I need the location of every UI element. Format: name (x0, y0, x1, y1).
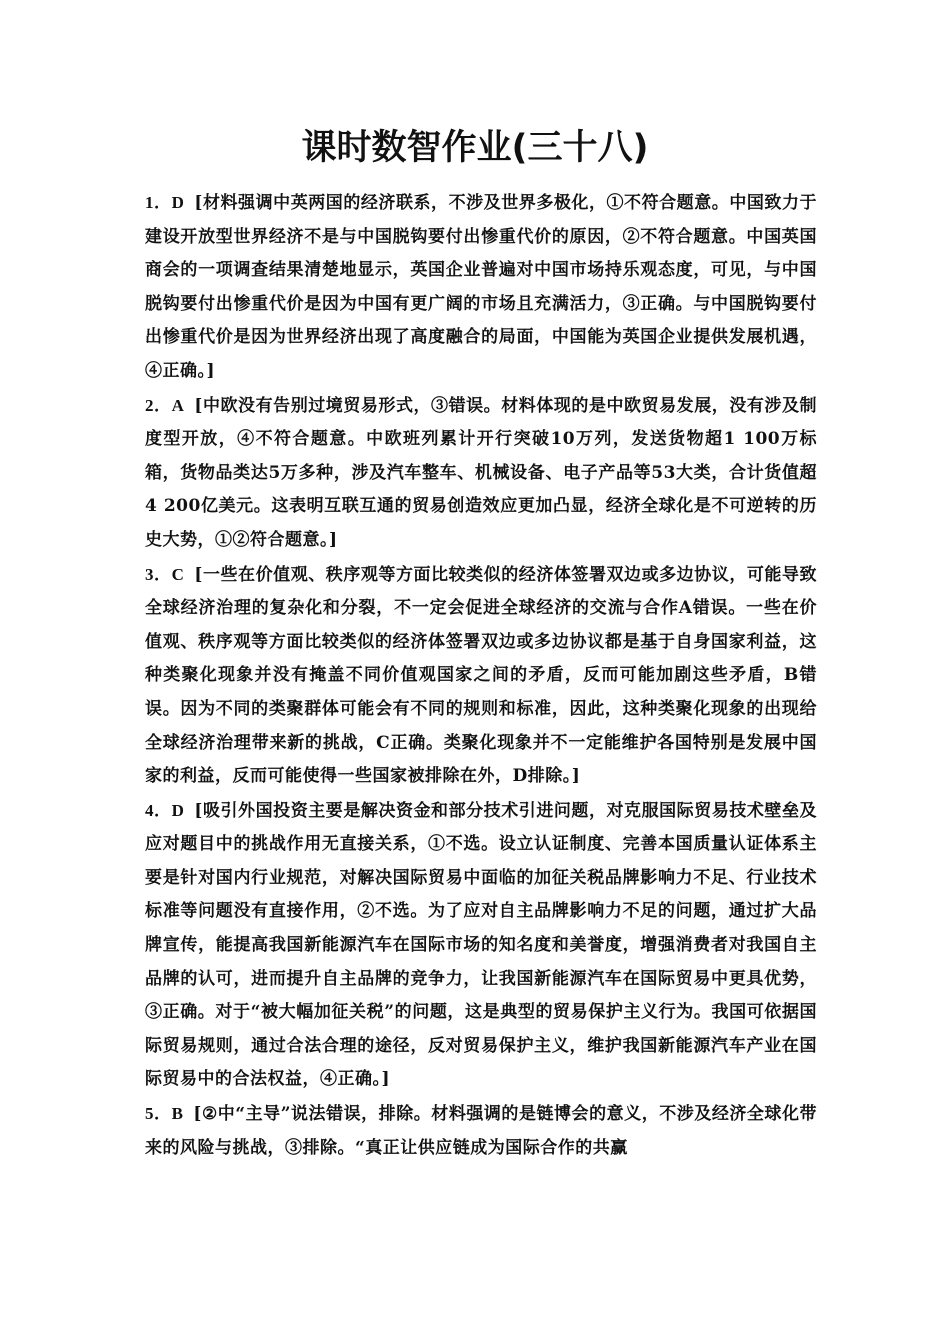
answer-explanation: [一些在价值观、秩序观等方面比较类似的经济体签署双边或多边协议，可能导致全球经济治理的复杂化和分裂，不一定会促进全球经济的交流与合作A错误。一些在价值观、秩序观等方面比较类似的经济体签署双边或多边协议都是基于自身国家利益，这种类聚化现象并没有掩盖不同价值观国家之间的矛盾，反而可能加剧这些矛盾，B错误。因为不同的类聚群体可能会有不同的规则和标准，因此，这种类聚化现象的出现给全球经济治理带来新的挑战，C正确。类聚化现象并不一定能维护各国特别是发展中国家的利益，反而可能使得一些国家被排除在外，D排除。] (145, 564, 817, 787)
answer-choice: D (171, 800, 185, 820)
answer-choice: B (171, 1104, 184, 1124)
answer-choice: C (171, 564, 185, 584)
answer-item-1 (145, 186, 817, 389)
page-title: 课时数智作业(三十八) (301, 128, 649, 168)
answer-explanation: [中欧没有告别过境贸易形式，③错误。材料体现的是中欧贸易发展，没有涉及制度型开放，④不符合题意。中欧班列累计开行突破10万列，发送货物超1 100万标箱，货物品类达5万多种，涉及汽车整车、机械设备、电子产品等53大类，合计货值超4 200亿美元。这表明互联互通的贸易创造效应更加凸显，经济全球化是不可逆转的历史大势，①②符合题意。] (145, 395, 817, 550)
answer-item-4 (145, 794, 817, 1097)
answer-number: 4． (145, 800, 172, 820)
answer-number: 1． (145, 193, 172, 212)
answer-explanation: [吸引外国投资主要是解决资金和部分技术引进问题，对克服国际贸易技术壁垒及应对题目中的挑战作用无直接关系，①不选。设立认证制度、完善本国质量认证体系主要是针对国内行业规范，对解决国际贸易中面临的加征关税品牌影响力不足、行业技术标准等问题没有直接作用，②不选。为了应对自主品牌影响力不足的问题，通过扩大品牌宣传，能提高我国新能源汽车在国际市场的知名度和美誉度，增强消费者对我国自主品牌的认可，进而提升自主品牌的竞争力，让我国新能源汽车在国际贸易中更具优势，③正确。对于“被大幅加征关税”的问题，这是典型的贸易保护主义行为。我国可依据国际贸易规则，通过合法合理的途径，反对贸易保护主义，维护我国新能源汽车产业在国际贸易中的合法权益，④正确。] (145, 800, 817, 1090)
answer-explanation: [材料强调中英两国的经济联系，不涉及世界多极化，①不符合题意。中国致力于建设开放型世界经济不是与中国脱钩要付出惨重代价的原因，②不符合题意。中国英国商会的一项调查结果清楚地显示，英国企业普遍对中国市场持乐观态度，可见，与中国脱钩要付出惨重代价是因为中国有更广阔的市场且充满活力，③正确。与中国脱钩要付出惨重代价是因为世界经济出现了高度融合的局面，中国能为英国企业提供发展机遇，④正确。] (145, 193, 817, 381)
answer-number: 2． (145, 395, 172, 415)
answer-explanation: [②中“主导”说法错误，排除。材料强调的是链博会的意义，不涉及经济全球化带来的风险与挑战，③排除。“真正让供应链成为国际合作的共赢 (145, 1104, 818, 1158)
answer-item-5 (145, 1097, 817, 1165)
answer-choice: D (171, 193, 185, 212)
answer-number: 3． (145, 564, 172, 584)
answer-list (145, 186, 817, 1165)
answer-number: 5． (145, 1104, 172, 1124)
answer-choice: A (171, 395, 185, 415)
answer-item-3 (145, 558, 817, 794)
answer-item-2 (145, 389, 817, 558)
